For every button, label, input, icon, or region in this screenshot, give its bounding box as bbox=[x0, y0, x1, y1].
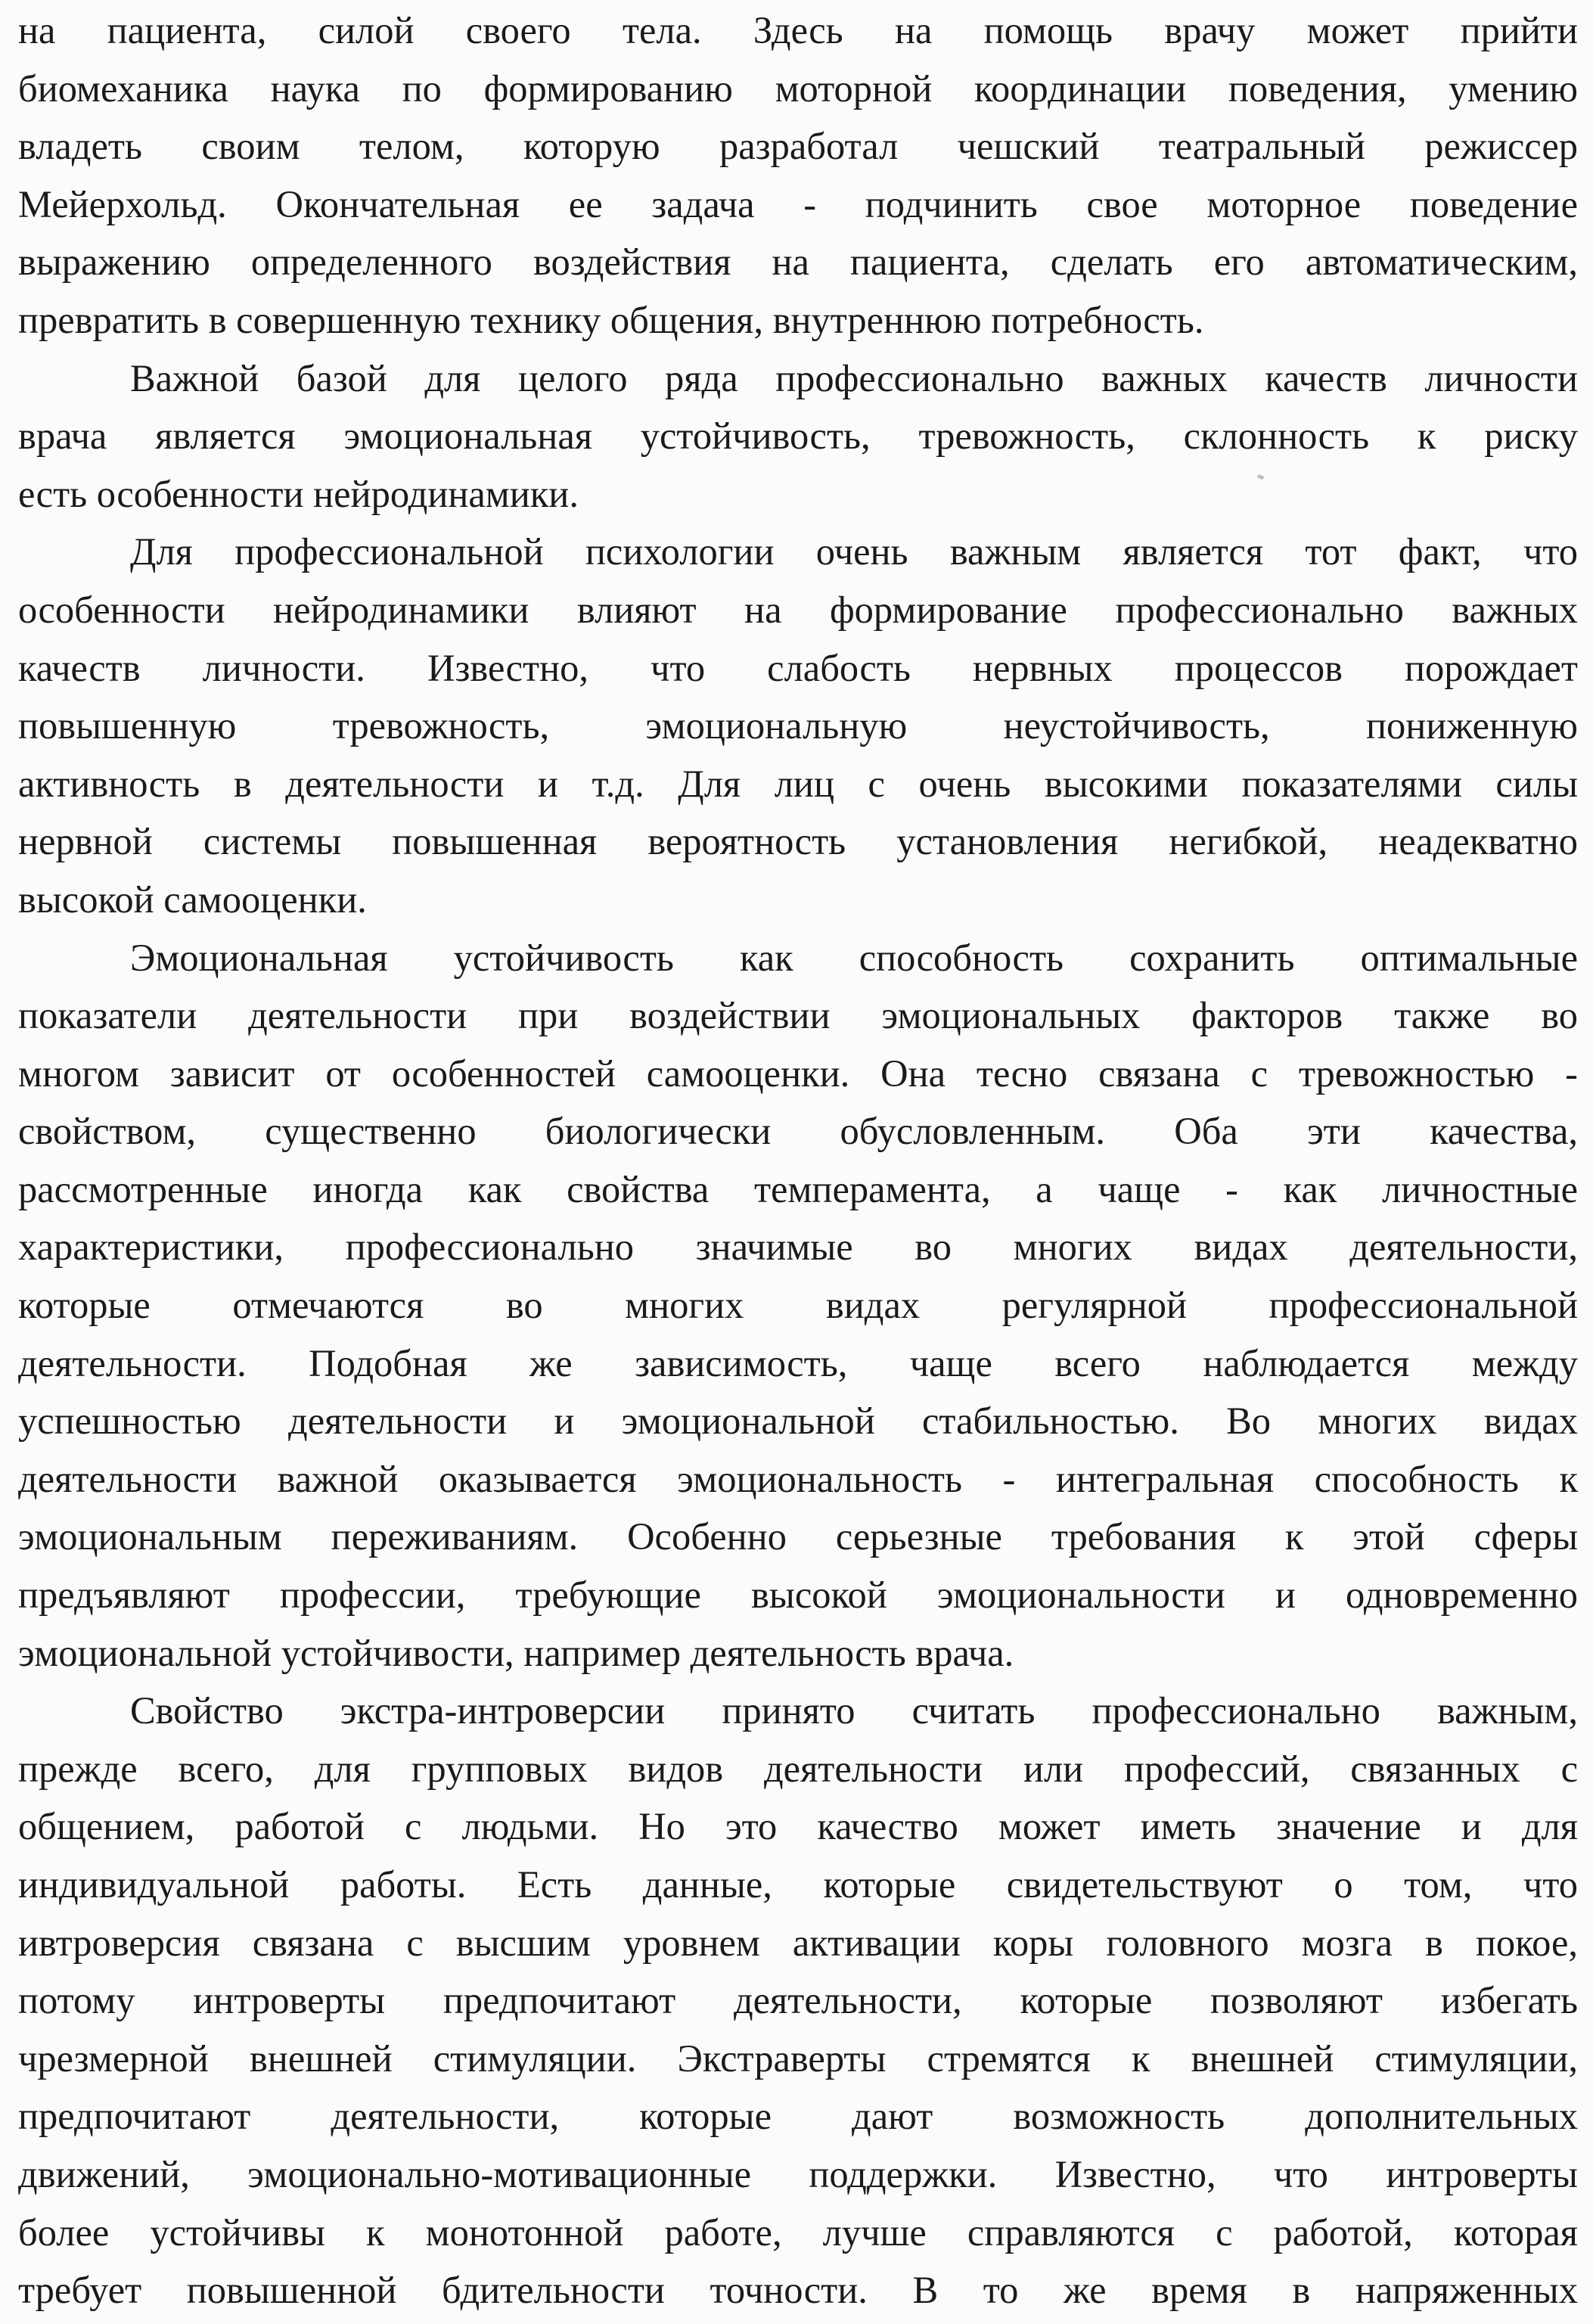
text-line: эмоциональной устойчивости, например деятельность врача. bbox=[18, 1631, 1014, 1674]
document-body bbox=[18, 2, 1578, 2319]
paragraph bbox=[18, 1682, 1578, 2319]
text-line: Важной базой для целого ряда профессионально важных качеств личности bbox=[130, 356, 1578, 399]
text-line: активность в деятельности и т.д. Для лиц с очень высокими показателями силы bbox=[18, 762, 1578, 805]
text-line: на пациента, силой своего тела. Здесь на помощь врачу может прийти bbox=[18, 9, 1578, 51]
text-line: превратить в совершенную технику общения, внутреннюю потребность. bbox=[18, 298, 1204, 341]
text-line: прежде всего, для групповых видов деятельности или профессий, связанных с bbox=[18, 1747, 1578, 1790]
text-line: показатели деятельности при воздействии эмоциональных факторов также во bbox=[18, 994, 1578, 1037]
text-line: нервной системы повышенная вероятность установления негибкой, неадекватно bbox=[18, 820, 1578, 863]
text-line: повышенную тревожность, эмоциональную неустойчивость, пониженную bbox=[18, 704, 1578, 747]
text-line: свойством, существенно биологически обусловленным. Оба эти качества, bbox=[18, 1110, 1578, 1153]
text-line: чрезмерной внешней стимуляции. Экстраверты стремятся к внешней стимуляции, bbox=[18, 2037, 1578, 2080]
text-line: общением, работой с людьми. Но это качество может иметь значение и для bbox=[18, 1805, 1578, 1848]
text-line: рассмотренные иногда как свойства темперамента, а чаще - как личностные bbox=[18, 1167, 1578, 1210]
text-line: есть особенности нейродинамики. bbox=[18, 472, 579, 515]
text-line: владеть своим телом, которую разработал чешский театральный режиссер bbox=[18, 125, 1578, 168]
text-line: Для профессиональной психологии очень важным является тот факт, что bbox=[130, 530, 1578, 573]
text-line: особенности нейродинамики влияют на формирование профессионально важных bbox=[18, 588, 1578, 631]
text-line: которые отмечаются во многих видах регулярной профессиональной bbox=[18, 1284, 1578, 1327]
text-line: выражению определенного воздействия на пациента, сделать его автоматическим, bbox=[18, 241, 1578, 284]
text-line: деятельности важной оказывается эмоциональность - интегральная способность к bbox=[18, 1457, 1578, 1500]
text-line: предъявляют профессии, требующие высокой эмоциональности и одновременно bbox=[18, 1574, 1578, 1617]
text-line: биомеханика наука по формированию моторной координации поведения, умению bbox=[18, 67, 1578, 110]
text-line: характеристики, профессионально значимые во многих видах деятельности, bbox=[18, 1226, 1578, 1269]
paragraph bbox=[18, 523, 1578, 928]
text-line: Мейерхольд. Окончательная ее задача - подчинить свое моторное поведение bbox=[18, 182, 1578, 225]
text-line: врача является эмоциональная устойчивость, тревожность, склонность к риску bbox=[18, 415, 1578, 458]
paragraph bbox=[18, 350, 1578, 524]
text-line: требует повышенной бдительности точности. В то же время в напряженных bbox=[18, 2269, 1578, 2312]
text-line: индивидуальной работы. Есть данные, которые свидетельствуют о том, что bbox=[18, 1863, 1578, 1906]
text-line: Свойство экстра-интроверсии принято считать профессионально важным, bbox=[130, 1689, 1578, 1732]
text-line: более устойчивы к монотонной работе, лучше справляются с работой, которая bbox=[18, 2211, 1578, 2254]
text-line: высокой самооценки. bbox=[18, 878, 367, 921]
text-line: успешностью деятельности и эмоциональной стабильностью. Во многих видах bbox=[18, 1400, 1578, 1443]
text-line: деятельности. Подобная же зависимость, чаще всего наблюдается между bbox=[18, 1341, 1578, 1384]
paragraph bbox=[18, 929, 1578, 1682]
text-line: движений, эмоционально-мотивационные поддержки. Известно, что интроверты bbox=[18, 2152, 1578, 2195]
paragraph bbox=[18, 2, 1578, 350]
text-line: Эмоциональная устойчивость как способность сохранить оптимальные bbox=[130, 936, 1578, 979]
text-line: эмоциональным переживаниям. Особенно серьезные требования к этой сферы bbox=[18, 1515, 1578, 1558]
text-line: качеств личности. Известно, что слабость нервных процессов порождает bbox=[18, 646, 1578, 689]
text-line: многом зависит от особенностей самооценки. Она тесно связана с тревожностью - bbox=[18, 1052, 1578, 1095]
text-line: предпочитают деятельности, которые дают возможность дополнительных bbox=[18, 2095, 1578, 2138]
text-line: ивтроверсия связана с высшим уровнем активации коры головного мозга в покое, bbox=[18, 1921, 1578, 1964]
text-line: потому интроверты предпочитают деятельности, которые позволяют избегать bbox=[18, 1979, 1578, 2022]
